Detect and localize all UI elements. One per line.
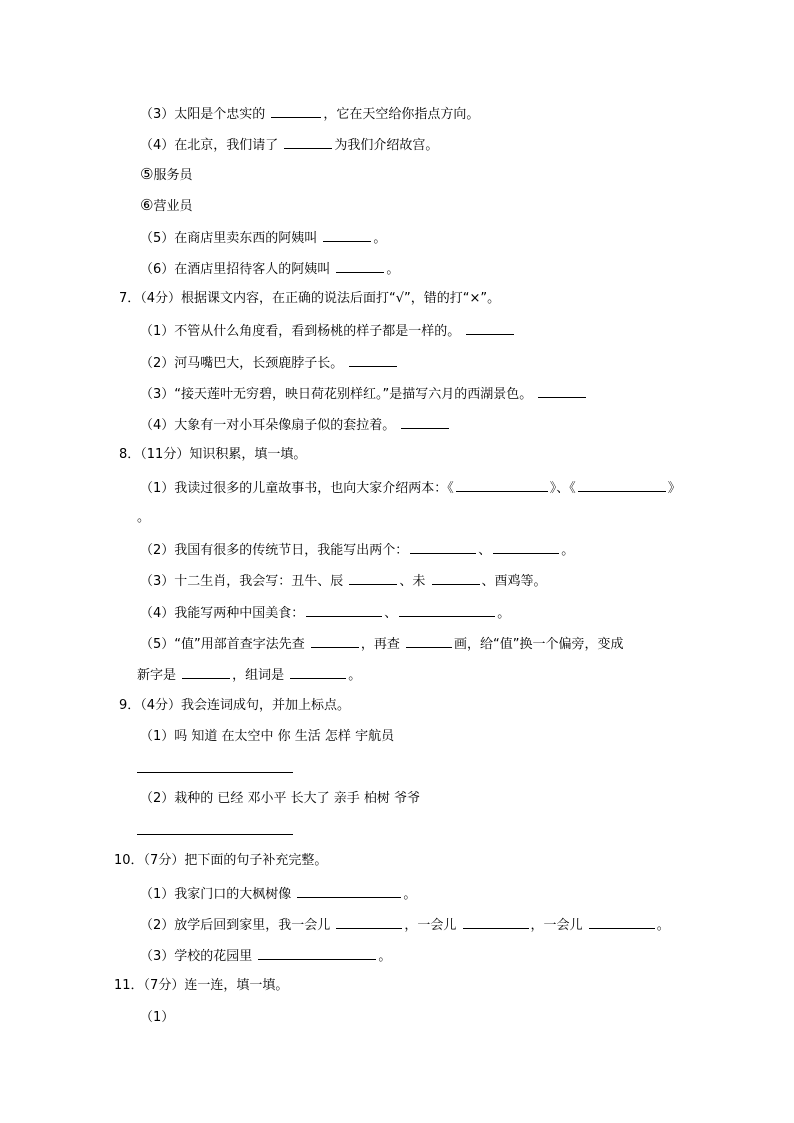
text: ，再查 xyxy=(360,637,405,652)
text: 》、《 xyxy=(549,481,576,496)
q9-title: 9．（4分）我会连词成句，并加上标点。 xyxy=(119,698,351,713)
text: （3）十二生肖，我会写：丑牛、辰 xyxy=(140,574,348,589)
q8-item-3 xyxy=(140,571,547,591)
text: 、 xyxy=(478,543,492,558)
text: 。 xyxy=(386,262,400,277)
text: ，一会儿 xyxy=(404,918,461,933)
q9-item-1: （1）吗 知道 在太空中 你 生活 怎样 宇航员 xyxy=(140,729,395,744)
q8-item-4 xyxy=(140,603,510,623)
answer-blank[interactable] xyxy=(349,353,397,367)
text: （5）在商店里卖东西的阿姨叫 xyxy=(140,231,322,246)
text: 新字是 xyxy=(137,668,181,683)
answer-blank[interactable] xyxy=(406,634,452,648)
text: 、未 xyxy=(399,574,430,589)
text: 。 xyxy=(656,918,670,933)
text: 服务员 xyxy=(153,168,193,183)
q10-item-2 xyxy=(140,915,670,935)
q7-item-4 xyxy=(140,415,451,435)
text: 营业员 xyxy=(153,199,193,214)
answer-blank[interactable] xyxy=(589,915,655,929)
q6-sentence-6 xyxy=(140,259,399,279)
text: （4）在北京，我们请了 xyxy=(140,138,283,153)
q7-item-1 xyxy=(140,321,516,341)
answer-blank[interactable] xyxy=(578,478,666,492)
q8-item-2 xyxy=(140,540,574,560)
text: （2）放学后回到家里，我一会儿 xyxy=(140,918,335,933)
answer-blank[interactable] xyxy=(401,415,449,429)
answer-blank[interactable] xyxy=(410,540,476,554)
q6-sentence-4 xyxy=(140,135,438,155)
q7-item-3 xyxy=(140,384,588,404)
answer-blank[interactable] xyxy=(463,915,529,929)
q7-item-2 xyxy=(140,353,399,373)
text: ，它在天空给你指点方向。 xyxy=(323,107,480,122)
text: 》 xyxy=(667,481,681,496)
text: 。 xyxy=(373,231,387,246)
text: 。 xyxy=(403,887,417,902)
circled-number-icon: ⑤ xyxy=(140,165,154,183)
text: 画，给“值”换一个偏旁，变成 xyxy=(454,637,624,652)
q8-item-5-cont xyxy=(137,665,361,685)
answer-blank[interactable] xyxy=(311,634,359,648)
q9-item-2: （2）栽种的 已经 邓小平 长大了 亲手 柏树 爷爷 xyxy=(140,791,421,806)
q8-item-5 xyxy=(140,634,624,654)
answer-blank[interactable] xyxy=(493,540,559,554)
q7-title: 7．（4分）根据课文内容，在正确的说法后面打“√”，错的打“×”。 xyxy=(119,291,501,306)
answer-blank[interactable] xyxy=(258,946,376,960)
answer-blank[interactable] xyxy=(323,228,371,242)
q6-option-5 xyxy=(140,165,192,185)
answer-blank[interactable] xyxy=(336,259,384,273)
text: （3）学校的花园里 xyxy=(140,949,257,964)
answer-blank[interactable] xyxy=(538,384,586,398)
text: （2）河马嘴巴大，长颈鹿脖子长。 xyxy=(140,356,348,371)
text: （5）“值”用部首查字法先查 xyxy=(140,637,309,652)
q6-sentence-5 xyxy=(140,228,386,248)
circled-number-icon: ⑥ xyxy=(140,196,154,214)
answer-blank[interactable] xyxy=(399,603,495,617)
text: 。 xyxy=(348,668,362,683)
answer-blank[interactable] xyxy=(297,884,401,898)
text: （1）不管从什么角度看，看到杨桃的样子都是一样的。 xyxy=(140,324,465,339)
answer-blank[interactable] xyxy=(456,478,548,492)
text: ，组词是 xyxy=(232,668,289,683)
answer-blank[interactable] xyxy=(432,571,480,585)
text: （6）在酒店里招待客人的阿姨叫 xyxy=(140,262,335,277)
q8-title: 8．（11分）知识积累，填一填。 xyxy=(119,447,307,462)
q6-sentence-3 xyxy=(140,104,479,124)
q6-option-6 xyxy=(140,196,192,216)
text: 。 xyxy=(497,606,511,621)
text: 。 xyxy=(378,949,392,964)
text: （3）太阳是个忠实的 xyxy=(140,107,270,122)
answer-line[interactable] xyxy=(137,833,293,835)
answer-blank[interactable] xyxy=(271,104,321,118)
text: 、 xyxy=(384,606,398,621)
q10-item-3 xyxy=(140,946,391,966)
text: （1）我家门口的大枫树像 xyxy=(140,887,296,902)
q11-title: 11．（7分）连一连，填一填。 xyxy=(114,978,289,993)
answer-blank[interactable] xyxy=(466,321,514,335)
answer-blank[interactable] xyxy=(284,135,332,149)
q10-item-1 xyxy=(140,884,416,904)
answer-blank[interactable] xyxy=(336,915,402,929)
text: （4）大象有一对小耳朵像扇子似的套拉着。 xyxy=(140,418,400,433)
text: （3）“接天莲叶无穷碧，映日荷花别样红。”是描写六月的西湖景色。 xyxy=(140,387,537,402)
text: （1）我读过很多的儿童故事书，也向大家介绍两本：《 xyxy=(140,481,454,496)
answer-line[interactable] xyxy=(137,771,293,773)
answer-blank[interactable] xyxy=(306,603,382,617)
text: ，一会儿 xyxy=(530,918,587,933)
answer-blank[interactable] xyxy=(349,571,397,585)
answer-blank[interactable] xyxy=(182,665,230,679)
text: （4）我能写两种中国美食： xyxy=(140,606,305,621)
text: 。 xyxy=(561,543,575,558)
text: （2）我国有很多的传统节日，我能写出两个： xyxy=(140,543,409,558)
q10-title: 10．（7分）把下面的句子补充完整。 xyxy=(114,853,328,868)
q8-item-1-end: 。 xyxy=(137,510,151,525)
text: 为我们介绍故宫。 xyxy=(334,138,439,153)
answer-blank[interactable] xyxy=(290,665,346,679)
q8-item-1 xyxy=(140,478,681,498)
text: 、酉鸡等。 xyxy=(481,574,547,589)
q11-item-1: （1） xyxy=(140,1010,175,1025)
